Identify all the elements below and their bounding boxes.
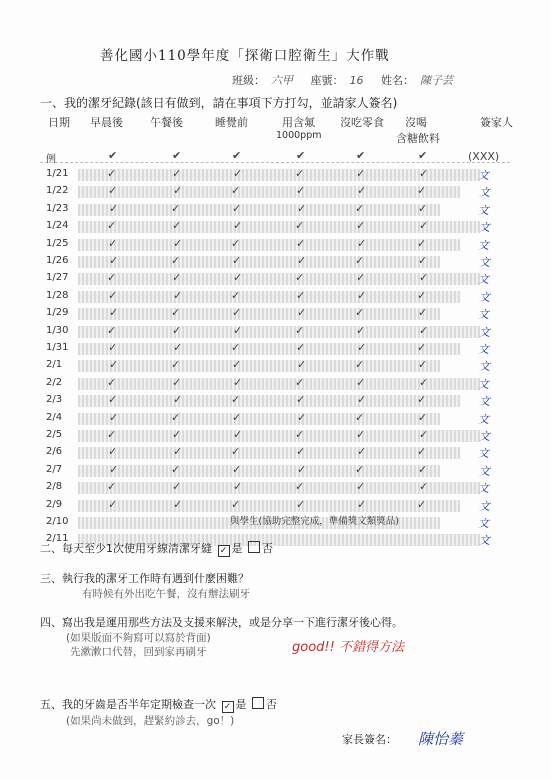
example-check: ✔ [232,149,242,162]
check-mark: ✓ [173,497,183,511]
family-signature: 文 [478,169,489,182]
family-signature: 文 [478,273,489,287]
question-2-text: 二、每天至少1次使用牙線清潔牙縫 [40,542,212,555]
question-4-note: (如果版面不夠寫可以寫於背面) [66,632,211,644]
check-mark: ✓ [417,184,427,198]
check-mark: ✓ [297,306,307,320]
check-mark: ✓ [356,271,366,285]
q5-yes-checkbox[interactable]: ✓ [222,701,234,713]
check-mark: ✓ [109,254,119,267]
date-label: 1/24 [46,220,69,232]
check-mark: ✓ [355,462,365,476]
check-mark: ✓ [357,445,367,459]
date-label: 1/30 [46,324,69,336]
date-label: 2/7 [46,463,63,475]
q2-no-label: 否 [262,542,273,555]
check-mark: ✓ [417,445,427,459]
check-mark: ✓ [357,236,367,250]
check-mark: ✓ [417,497,427,511]
date-label: 1/23 [46,202,69,214]
check-mark: ✓ [296,288,306,302]
check-mark: ✓ [172,271,182,285]
check-mark: ✓ [356,219,366,233]
family-signature: 文 [478,238,489,252]
col-no-drink-sub: 含糖飲料 [396,132,440,145]
check-mark: ✓ [231,445,241,459]
check-mark: ✓ [233,219,243,233]
check-mark: ✓ [357,393,367,407]
check-mark: ✓ [296,184,306,198]
family-signature: 文 [478,517,489,530]
check-mark: ✓ [231,393,241,407]
date-label: 1/29 [46,307,69,319]
check-mark: ✓ [233,375,243,389]
q5-yes-label: 是 [235,698,247,711]
q2-yes-checkbox[interactable]: ✓ [218,545,230,557]
check-mark: ✓ [173,236,183,250]
q5-no-label: 否 [266,698,277,711]
example-signature: (XXX) [468,150,500,163]
example-check: ✔ [108,149,118,162]
question-3: 三、執行我的潔牙工作時有遇到什麼困難？ [40,572,249,585]
family-signature: 文 [479,221,490,235]
check-mark: ✓ [417,288,427,302]
check-mark: ✓ [171,254,181,267]
check-mark: ✓ [173,393,183,407]
example-label: 例 [46,154,56,165]
check-mark: ✓ [297,410,307,424]
family-signature: 文 [478,447,489,461]
family-signature: 文 [479,430,490,443]
check-mark: ✓ [107,271,117,285]
date-label: 1/28 [46,289,69,301]
example-check: ✔ [418,149,428,162]
check-mark: ✓ [232,306,242,320]
check-mark: ✓ [355,410,365,424]
teacher-comment: good!! 不錯得方法 [292,640,404,655]
check-mark: ✓ [173,184,183,198]
check-mark: ✓ [108,341,118,354]
date-label: 1/25 [46,237,69,249]
family-signature: 文 [479,290,490,304]
check-mark: ✓ [233,480,243,494]
seat-label: 座號： [310,74,344,87]
check-mark: ✓ [357,497,367,511]
check-mark: ✓ [232,201,242,215]
check-mark: ✓ [107,219,117,233]
check-mark: ✓ [107,428,117,441]
col-bedtime: 睡覺前 [215,116,248,129]
check-mark: ✓ [107,375,117,389]
check-mark: ✓ [356,480,366,494]
check-mark: ✓ [295,323,305,337]
check-mark: ✓ [295,375,305,389]
date-label: 1/26 [46,255,69,266]
question-5-note: (如果尚未做到，趕緊約診去，go！) [66,715,235,727]
check-mark: ✓ [231,184,241,198]
date-label: 1/27 [46,272,69,284]
check-mark: ✓ [355,201,365,215]
date-label: 2/1 [46,359,63,371]
question-2 [40,540,273,557]
example-check: ✔ [356,149,366,162]
check-mark: ✓ [171,462,181,476]
check-mark: ✓ [173,288,183,302]
check-mark: ✓ [232,462,242,476]
check-mark: ✓ [231,236,241,250]
col-lunch: 午餐後 [150,116,183,129]
col-date: 日期 [48,116,70,129]
check-mark: ✓ [419,271,429,285]
check-mark: ✓ [233,167,243,180]
check-mark: ✓ [108,288,118,302]
class-label: 班級： [232,74,265,87]
question-4: 四、寫出我是運用那些方法及支援來解決，或是分享一下進行潔牙後心得。 [40,616,403,629]
question-3-answer: 有時候有外出吃午餐，沒有辦法刷牙 [82,588,250,600]
family-signature: 文 [479,325,490,339]
check-mark: ✓ [417,393,427,407]
check-mark: ✓ [108,236,118,250]
check-mark: ✓ [171,201,181,215]
check-mark: ✓ [231,497,241,511]
family-signature: 文 [478,377,489,391]
name-label: 姓名： [381,74,414,87]
check-mark: ✓ [109,306,119,320]
date-label: 2/10 [46,516,69,527]
seat-value: 16 [349,74,364,87]
check-mark: ✓ [108,393,118,407]
check-mark: ✓ [419,323,429,337]
family-signature: 文 [478,482,489,496]
check-mark: ✓ [295,271,305,285]
check-mark: ✓ [297,358,307,372]
check-mark: ✓ [418,410,428,424]
row-shading [78,360,440,372]
check-mark: ✓ [233,428,243,441]
check-mark: ✓ [417,341,427,354]
check-mark: ✓ [172,167,182,180]
check-mark: ✓ [295,428,305,441]
check-mark: ✓ [357,288,367,302]
family-signature: 文 [479,499,490,513]
family-signature: 文 [478,343,489,356]
class-value: 六甲 [271,74,293,87]
q2-no-checkbox[interactable] [248,541,260,553]
col-no-drink: 沒喝 [405,116,427,129]
row-shading [78,497,460,512]
check-mark: ✓ [109,410,119,424]
family-signature: 文 [479,534,490,548]
check-mark: ✓ [107,167,117,180]
check-mark: ✓ [357,184,367,198]
check-mark: ✓ [419,375,429,389]
check-mark: ✓ [172,428,182,441]
family-signature: 文 [479,186,490,200]
check-mark: ✓ [419,219,429,233]
check-mark: ✓ [171,410,181,424]
check-mark: ✓ [419,167,429,180]
check-mark: ✓ [172,219,182,233]
check-mark: ✓ [296,497,306,511]
check-mark: ✓ [418,201,428,215]
row-shading [78,201,440,216]
check-mark: ✓ [297,201,307,215]
col-fluoride-sub: 1000ppm [276,130,322,141]
col-fluoride: 用含氟 [282,116,315,129]
q2-yes-label: 是 [231,542,243,555]
check-mark: ✓ [418,358,428,372]
check-mark: ✓ [173,341,183,354]
question-5 [40,696,277,713]
row-shading [78,186,460,198]
check-mark: ✓ [419,428,429,441]
col-no-snack: 沒吃零食 [340,116,384,129]
row-shading [78,395,460,407]
date-label: 2/2 [46,376,63,388]
parent-signature: 陳怡蓁 [418,730,464,748]
question-1: 一、我的潔牙紀錄(該日有做到，請在事項下方打勾，並請家人簽名) [40,96,398,110]
example-check: ✔ [296,149,306,162]
check-mark: ✓ [297,462,307,476]
check-mark: ✓ [296,236,306,250]
family-signature: 文 [479,464,490,478]
check-mark: ✓ [232,358,242,372]
date-label: 1/21 [46,168,69,179]
check-mark: ✓ [171,358,181,372]
check-mark: ✓ [109,201,119,215]
check-mark: ✓ [232,410,242,424]
check-mark: ✓ [418,254,428,267]
check-mark: ✓ [356,323,366,337]
row-shading [78,308,440,320]
check-mark: ✓ [108,184,118,198]
family-signature: 文 [478,203,489,217]
check-mark: ✓ [107,323,117,337]
check-mark: ✓ [109,462,119,476]
example-check: ✔ [172,149,182,162]
check-mark: ✓ [231,288,241,302]
row-shading [78,343,460,355]
check-mark: ✓ [108,445,118,459]
check-mark: ✓ [356,167,366,180]
check-mark: ✓ [107,480,117,494]
name-value: 陳子芸 [420,74,453,87]
date-label: 2/4 [46,411,63,423]
check-mark: ✓ [173,445,183,459]
row-shading [78,236,460,251]
check-mark: ✓ [296,341,306,354]
check-mark: ✓ [233,323,243,337]
table-footnote: 與學生(協助完整完成，準備獎文類獎品) [230,516,399,527]
parent-sig-label: 家長簽名： [342,733,397,746]
check-mark: ✓ [355,254,365,267]
row-divider [40,162,510,163]
family-signature: 文 [478,308,489,322]
date-label: 2/8 [46,481,63,493]
date-label: 1/22 [46,185,69,197]
row-shading [78,288,460,303]
q5-no-checkbox[interactable] [252,697,264,709]
date-label: 2/6 [46,446,63,458]
page-title: 善化國小110學年度「探衛口腔衛生」大作戰 [100,48,390,64]
check-mark: ✓ [232,254,242,267]
check-mark: ✓ [296,445,306,459]
row-shading [78,256,440,268]
check-mark: ✓ [295,167,305,180]
family-signature: 文 [478,412,489,426]
check-mark: ✓ [296,393,306,407]
row-shading [78,447,460,459]
date-label: 2/9 [46,498,63,510]
check-mark: ✓ [356,428,366,441]
check-mark: ✓ [418,462,428,476]
check-mark: ✓ [172,375,182,389]
question-4-answer: 先漱漱口代替，回到家再刷牙 [70,646,207,658]
date-label: 1/31 [46,342,69,353]
check-mark: ✓ [417,236,427,250]
question-5-text: 五、我的牙齒是否半年定期檢查一次 [40,698,216,711]
col-family-sig: 簽家人 [480,116,513,129]
check-mark: ✓ [172,323,182,337]
check-mark: ✓ [357,341,367,354]
check-mark: ✓ [355,358,365,372]
check-mark: ✓ [356,375,366,389]
date-label: 2/11 [46,533,69,545]
family-signature: 文 [479,256,490,269]
check-mark: ✓ [108,497,118,511]
check-mark: ✓ [109,358,119,372]
check-mark: ✓ [418,306,428,320]
check-mark: ✓ [172,480,182,494]
date-label: 2/3 [46,394,63,406]
family-signature: 文 [479,360,490,374]
check-mark: ✓ [233,271,243,285]
check-mark: ✓ [355,306,365,320]
check-mark: ✓ [231,341,241,354]
check-mark: ✓ [171,306,181,320]
check-mark: ✓ [295,480,305,494]
check-mark: ✓ [419,480,429,494]
row-shading [78,462,440,477]
row-shading [78,410,440,425]
col-morning: 早晨後 [90,116,123,129]
check-mark: ✓ [297,254,307,267]
date-label: 2/5 [46,429,63,440]
check-mark: ✓ [295,219,305,233]
family-signature: 文 [479,395,490,409]
